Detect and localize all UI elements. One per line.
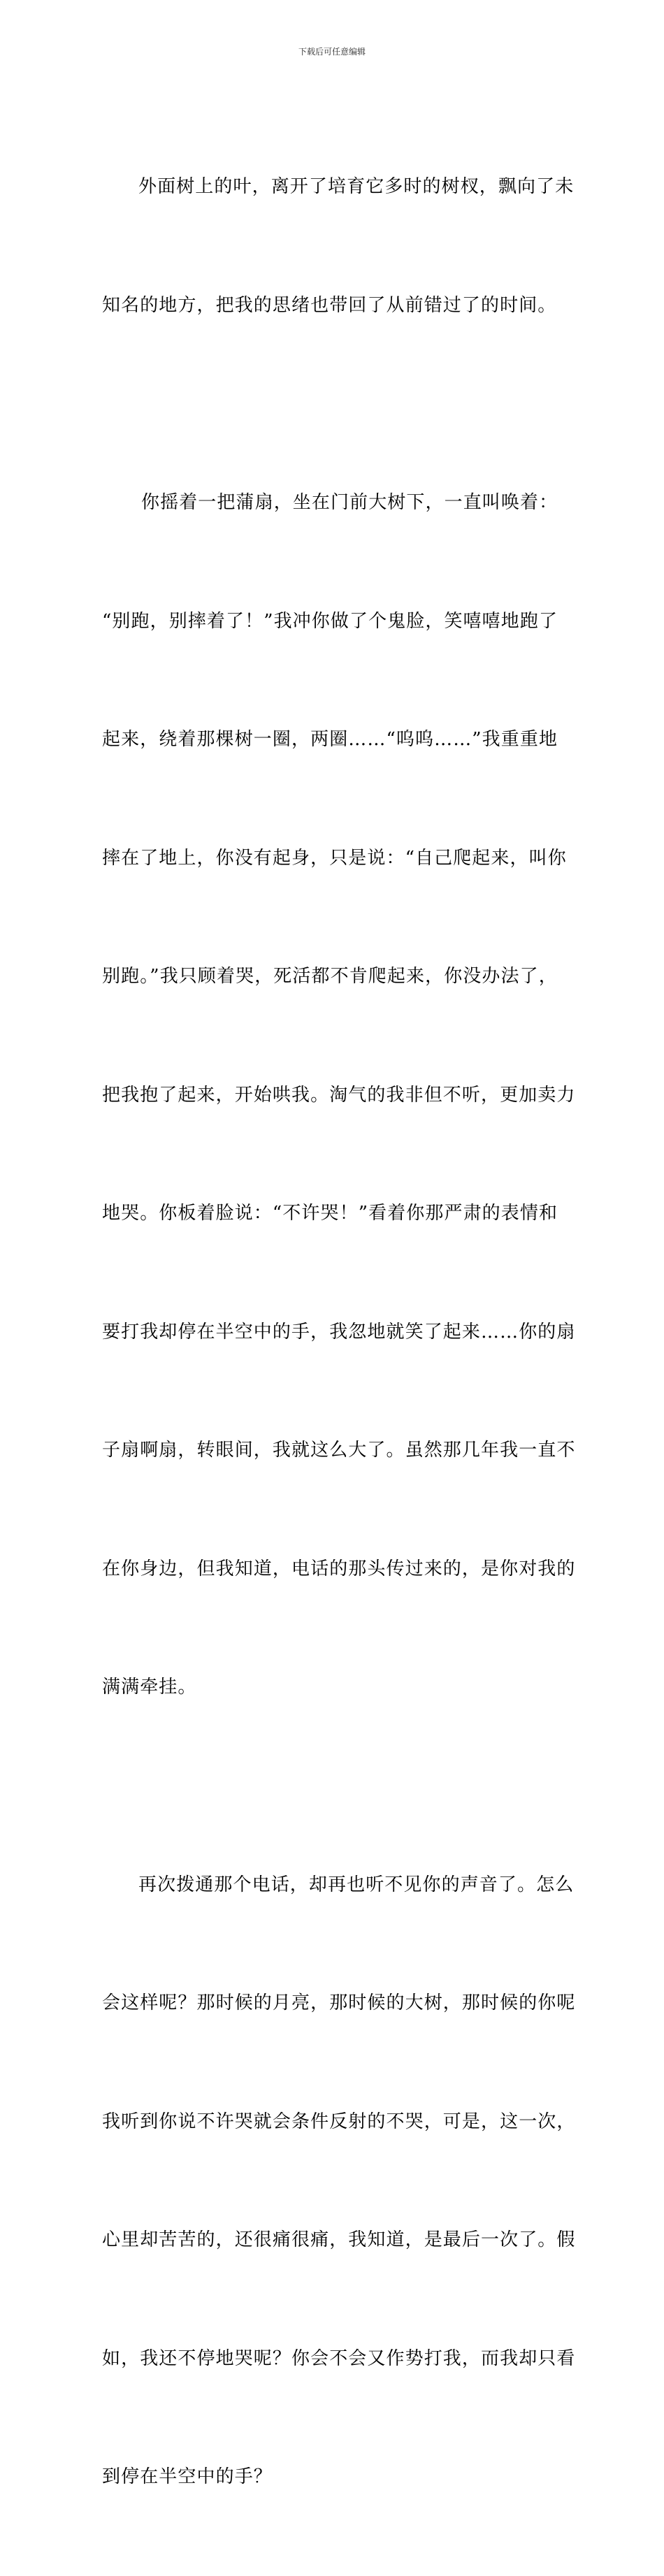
text-line: 要打我却停在半空中的手，我忽地就笑了起来……你的扇 — [102, 1321, 576, 1343]
text-line: 知名的地方，把我的思绪也带回了从前错过了的时间。 — [102, 294, 557, 316]
text-line: 到停在半空中的手？ — [102, 2466, 273, 2487]
text-line: 子扇啊扇，转眼间，我就这么大了。虽然那几年我一直不 — [102, 1440, 576, 1461]
text-line: 摔在了地上，你没有起身，只是说：“自己爬起来，叫你 — [102, 847, 567, 869]
text-line: 别跑。”我只顾着哭，死活都不肯爬起来，你没办法了， — [102, 966, 558, 987]
text-line: 如，我还不停地哭呢？你会不会又作势打我，而我却只看 — [102, 2347, 576, 2369]
text-line: 外面树上的叶，离开了培育它多时的树杈，飘向了未 — [138, 176, 575, 197]
text-line: 再次拨通那个电话，却再也听不见你的声音了。怎么 — [138, 1874, 575, 1895]
text-line: 在你身边，但我知道，电话的那头传过来的，是你对我的 — [102, 1558, 576, 1579]
text-line: “别跑，别摔着了！”我冲你做了个鬼脸，笑嘻嘻地跑了 — [102, 610, 558, 632]
text-line: 心里却苦苦的，还很痛很痛，我知道，是最后一次了。假 — [102, 2229, 576, 2250]
paragraph-3 — [102, 1786, 576, 2576]
text-line: 把我抱了起来，开始哄我。淘气的我非但不听，更加卖力 — [102, 1084, 576, 1106]
paragraph-2 — [102, 404, 576, 1786]
paragraph-1 — [102, 88, 575, 404]
text-line: 你摇着一把蒲扇，坐在门前大树下，一直叫唤着： — [141, 492, 558, 513]
page-header: 下载后可任意编辑 — [298, 47, 366, 57]
text-line: 起来，绕着那棵树一圈，两圈……“呜呜……”我重重地 — [102, 729, 558, 750]
document-body — [102, 88, 576, 2576]
text-line: 满满牵挂。 — [102, 1677, 197, 1698]
text-line: 地哭。你板着脸说：“不许哭！”看着你那严肃的表情和 — [102, 1203, 558, 1224]
text-line: 会这样呢？那时候的月亮，那时候的大树，那时候的你呢 — [102, 1992, 576, 2013]
text-line: 我听到你说不许哭就会条件反射的不哭，可是，这一次， — [102, 2111, 576, 2132]
